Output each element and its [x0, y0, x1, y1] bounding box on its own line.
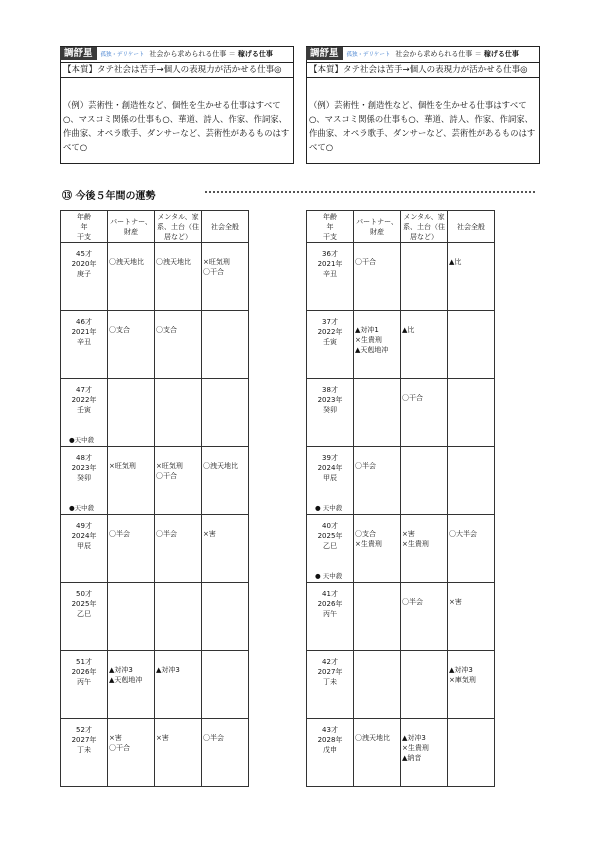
partner-cell	[354, 447, 401, 515]
partner-cell	[108, 583, 155, 651]
partner-entry: ×害	[109, 734, 122, 742]
age-age: 46才	[76, 318, 92, 326]
table-row	[61, 719, 249, 787]
partner-entry: ▲天剋地冲	[109, 676, 143, 684]
age-cell	[61, 379, 108, 447]
social-entry: 〇干合	[203, 268, 224, 276]
social-cell	[202, 719, 249, 787]
age-year: 2022年	[317, 328, 343, 336]
social-entry: 〇洩天地比	[203, 462, 238, 470]
table-row	[61, 447, 249, 515]
partner-cell	[108, 243, 155, 311]
age-kanshi: 甲辰	[77, 542, 91, 550]
partner-cell	[108, 311, 155, 379]
tenchusatsu-mark: ● 天中殺	[315, 504, 343, 512]
age-cell	[307, 651, 354, 719]
mental-entry: 〇干合	[156, 472, 177, 480]
mental-entry: ×害	[156, 734, 169, 742]
table-header-row	[307, 211, 495, 243]
social-cell	[202, 515, 249, 583]
star-tag: 孤独・デリケート	[100, 51, 145, 58]
mental-cell	[401, 447, 448, 515]
header-age: 年齢 年 干支	[307, 211, 354, 243]
social-cell	[448, 243, 495, 311]
mental-cell	[401, 651, 448, 719]
age-cell	[61, 311, 108, 379]
age-year: 2027年	[71, 736, 97, 744]
star-example: （例）芸術性・創造性など、個性を生かせる仕事はすべて○、マスコミ関係の仕事も○、華道、詩人、作家、作詞家、作曲家、オペラ歌手、ダンサーなど、芸術性があるものはすべて○	[309, 100, 536, 152]
header-social: 社会全般	[448, 211, 495, 243]
mental-cell	[401, 243, 448, 311]
star-box-right	[306, 46, 540, 164]
mental-cell	[401, 379, 448, 447]
age-kanshi: 癸卯	[77, 474, 91, 482]
age-year: 2021年	[317, 260, 343, 268]
mental-entry: ▲比	[402, 326, 415, 334]
partner-entry: 〇洩天地比	[109, 258, 144, 266]
age-kanshi: 庚子	[77, 270, 91, 278]
age-age: 52才	[76, 726, 92, 734]
star-description: 社会から求められる仕事 ＝ 稼げる仕事	[395, 49, 519, 58]
social-entry: ▲対冲3	[449, 666, 473, 674]
mental-entry: ▲納音	[402, 754, 422, 762]
partner-cell	[108, 651, 155, 719]
mental-entry: 〇干合	[402, 394, 423, 402]
partner-entry: ×生貴刑	[355, 540, 382, 548]
age-age: 37才	[322, 318, 338, 326]
age-year: 2026年	[317, 600, 343, 608]
table-row	[307, 243, 495, 311]
partner-cell	[108, 515, 155, 583]
header-social: 社会全般	[202, 211, 249, 243]
social-cell	[202, 583, 249, 651]
partner-entry: 〇半会	[109, 530, 130, 538]
age-cell	[61, 243, 108, 311]
header-age: 年齢 年 干支	[61, 211, 108, 243]
age-age: 45才	[76, 250, 92, 258]
tenchusatsu-mark: ● 天中殺	[315, 572, 343, 580]
age-age: 48才	[76, 454, 92, 462]
age-cell	[307, 447, 354, 515]
table-row	[307, 447, 495, 515]
partner-cell	[354, 583, 401, 651]
age-year: 2020年	[71, 260, 97, 268]
age-cell	[307, 243, 354, 311]
age-kanshi: 丁未	[323, 678, 337, 686]
age-year: 2026年	[71, 668, 97, 676]
partner-entry: 〇半会	[355, 462, 376, 470]
age-age: 41才	[322, 590, 338, 598]
star-tag: 孤独・デリケート	[346, 51, 391, 58]
age-kanshi: 辛丑	[77, 338, 91, 346]
social-entry: ×旺気刑	[203, 258, 230, 266]
star-essence: 【本質】タテ社会は苦手→個人の表現力が活かせる仕事◎	[61, 62, 293, 78]
social-cell	[202, 651, 249, 719]
age-age: 42才	[322, 658, 338, 666]
mental-entry: ▲対冲3	[156, 666, 180, 674]
fortune-table-left	[60, 210, 249, 787]
mental-cell	[155, 719, 202, 787]
mental-cell	[155, 447, 202, 515]
header-mental: メンタル、家 系、土台（住 居など）	[155, 211, 202, 243]
star-header	[306, 46, 540, 61]
table-header-row	[61, 211, 249, 243]
social-cell	[202, 379, 249, 447]
star-header	[60, 46, 294, 61]
age-year: 2024年	[71, 532, 97, 540]
partner-entry: ×生貴刑	[355, 336, 382, 344]
mental-entry: 〇半会	[156, 530, 177, 538]
age-year: 2025年	[317, 532, 343, 540]
social-cell	[448, 447, 495, 515]
social-cell	[202, 447, 249, 515]
partner-entry: ▲対冲3	[109, 666, 133, 674]
age-age: 43才	[322, 726, 338, 734]
partner-cell	[354, 719, 401, 787]
partner-cell	[354, 651, 401, 719]
section-divider	[205, 191, 535, 193]
mental-cell	[401, 515, 448, 583]
age-year: 2023年	[71, 464, 97, 472]
social-cell	[448, 719, 495, 787]
age-cell	[307, 719, 354, 787]
star-box-left	[60, 46, 294, 164]
partner-cell	[108, 447, 155, 515]
star-name: 調舒星	[306, 47, 343, 60]
tenchusatsu-mark: ●天中殺	[69, 436, 95, 444]
star-essence: 【本質】タテ社会は苦手→個人の表現力が活かせる仕事◎	[307, 62, 539, 78]
mental-entry: ×生貴刑	[402, 540, 429, 548]
age-cell	[307, 379, 354, 447]
partner-cell	[354, 311, 401, 379]
social-entry: ×庫気刑	[449, 676, 476, 684]
age-age: 50才	[76, 590, 92, 598]
age-year: 2022年	[71, 396, 97, 404]
age-kanshi: 乙巳	[323, 542, 337, 550]
age-kanshi: 壬寅	[323, 338, 337, 346]
social-cell	[202, 243, 249, 311]
table-row	[61, 583, 249, 651]
age-cell	[61, 719, 108, 787]
social-cell	[448, 651, 495, 719]
age-cell	[307, 515, 354, 583]
mental-cell	[155, 651, 202, 719]
age-cell	[61, 583, 108, 651]
age-kanshi: 乙巳	[77, 610, 91, 618]
table-row	[61, 379, 249, 447]
section-title-text: 今後５年間の運勢	[75, 191, 156, 202]
age-age: 36才	[322, 250, 338, 258]
age-age: 40才	[322, 522, 338, 530]
social-entry: ×害	[203, 530, 216, 538]
age-age: 47才	[76, 386, 92, 394]
age-kanshi: 丙午	[323, 610, 337, 618]
section-title	[62, 187, 155, 202]
star-example: （例）芸術性・創造性など、個性を生かせる仕事はすべて○、マスコミ関係の仕事も○、華道、詩人、作家、作詞家、作曲家、オペラ歌手、ダンサーなど、芸術性があるものはすべて○	[63, 100, 290, 152]
table-row	[61, 311, 249, 379]
partner-entry: ▲対冲1	[355, 326, 379, 334]
age-cell	[61, 447, 108, 515]
header-partner: パートナー、 財産	[108, 211, 155, 243]
age-cell	[307, 311, 354, 379]
mental-cell	[155, 379, 202, 447]
section-number: ⑬	[62, 191, 72, 202]
age-kanshi: 壬寅	[77, 406, 91, 414]
table-row	[307, 311, 495, 379]
age-year: 2021年	[71, 328, 97, 336]
social-entry: ▲比	[449, 258, 462, 266]
age-year: 2027年	[317, 668, 343, 676]
partner-cell	[108, 379, 155, 447]
age-year: 2023年	[317, 396, 343, 404]
age-kanshi: 甲辰	[323, 474, 337, 482]
partner-entry: ×旺気刑	[109, 462, 136, 470]
table-row	[61, 515, 249, 583]
age-age: 39才	[322, 454, 338, 462]
mental-cell	[401, 719, 448, 787]
age-kanshi: 丙午	[77, 678, 91, 686]
partner-cell	[354, 515, 401, 583]
social-entry: 〇半会	[203, 734, 224, 742]
age-cell	[61, 651, 108, 719]
age-age: 49才	[76, 522, 92, 530]
social-cell	[202, 311, 249, 379]
age-kanshi: 戊申	[323, 746, 337, 754]
age-cell	[61, 515, 108, 583]
partner-entry: ▲天剋地冲	[355, 346, 389, 354]
social-cell	[448, 583, 495, 651]
mental-entry: 〇洩天地比	[156, 258, 191, 266]
partner-cell	[354, 379, 401, 447]
age-year: 2025年	[71, 600, 97, 608]
table-row	[307, 651, 495, 719]
age-kanshi: 丁未	[77, 746, 91, 754]
age-kanshi: 癸卯	[323, 406, 337, 414]
mental-entry: ×生貴刑	[402, 744, 429, 752]
partner-cell	[108, 719, 155, 787]
age-age: 51才	[76, 658, 92, 666]
mental-cell	[155, 583, 202, 651]
mental-entry: ×旺気刑	[156, 462, 183, 470]
mental-cell	[155, 311, 202, 379]
table-row	[307, 379, 495, 447]
social-entry: ×害	[449, 598, 462, 606]
age-year: 2024年	[317, 464, 343, 472]
mental-cell	[155, 243, 202, 311]
table-row	[61, 243, 249, 311]
partner-entry: 〇支合	[109, 326, 130, 334]
table-row	[307, 515, 495, 583]
table-row	[307, 583, 495, 651]
header-partner: パートナー、 財産	[354, 211, 401, 243]
age-year: 2028年	[317, 736, 343, 744]
mental-entry: ×害	[402, 530, 415, 538]
social-entry: 〇大半会	[449, 530, 477, 538]
mental-entry: ▲対冲3	[402, 734, 426, 742]
mental-entry: 〇支合	[156, 326, 177, 334]
star-description: 社会から求められる仕事 ＝ 稼げる仕事	[149, 49, 273, 58]
mental-cell	[401, 311, 448, 379]
partner-entry: 〇干合	[355, 258, 376, 266]
fortune-table-right	[306, 210, 495, 787]
partner-entry: 〇干合	[109, 744, 130, 752]
social-cell	[448, 379, 495, 447]
star-name: 調舒星	[60, 47, 97, 60]
partner-cell	[354, 243, 401, 311]
mental-cell	[155, 515, 202, 583]
age-cell	[307, 583, 354, 651]
mental-cell	[401, 583, 448, 651]
age-age: 38才	[322, 386, 338, 394]
partner-entry: 〇支合	[355, 530, 376, 538]
partner-entry: 〇洩天地比	[355, 734, 390, 742]
tenchusatsu-mark: ●天中殺	[69, 504, 95, 512]
social-cell	[448, 515, 495, 583]
table-row	[61, 651, 249, 719]
age-kanshi: 辛丑	[323, 270, 337, 278]
mental-entry: 〇半会	[402, 598, 423, 606]
table-row	[307, 719, 495, 787]
header-mental: メンタル、家 系、土台（住 居など）	[401, 211, 448, 243]
social-cell	[448, 311, 495, 379]
